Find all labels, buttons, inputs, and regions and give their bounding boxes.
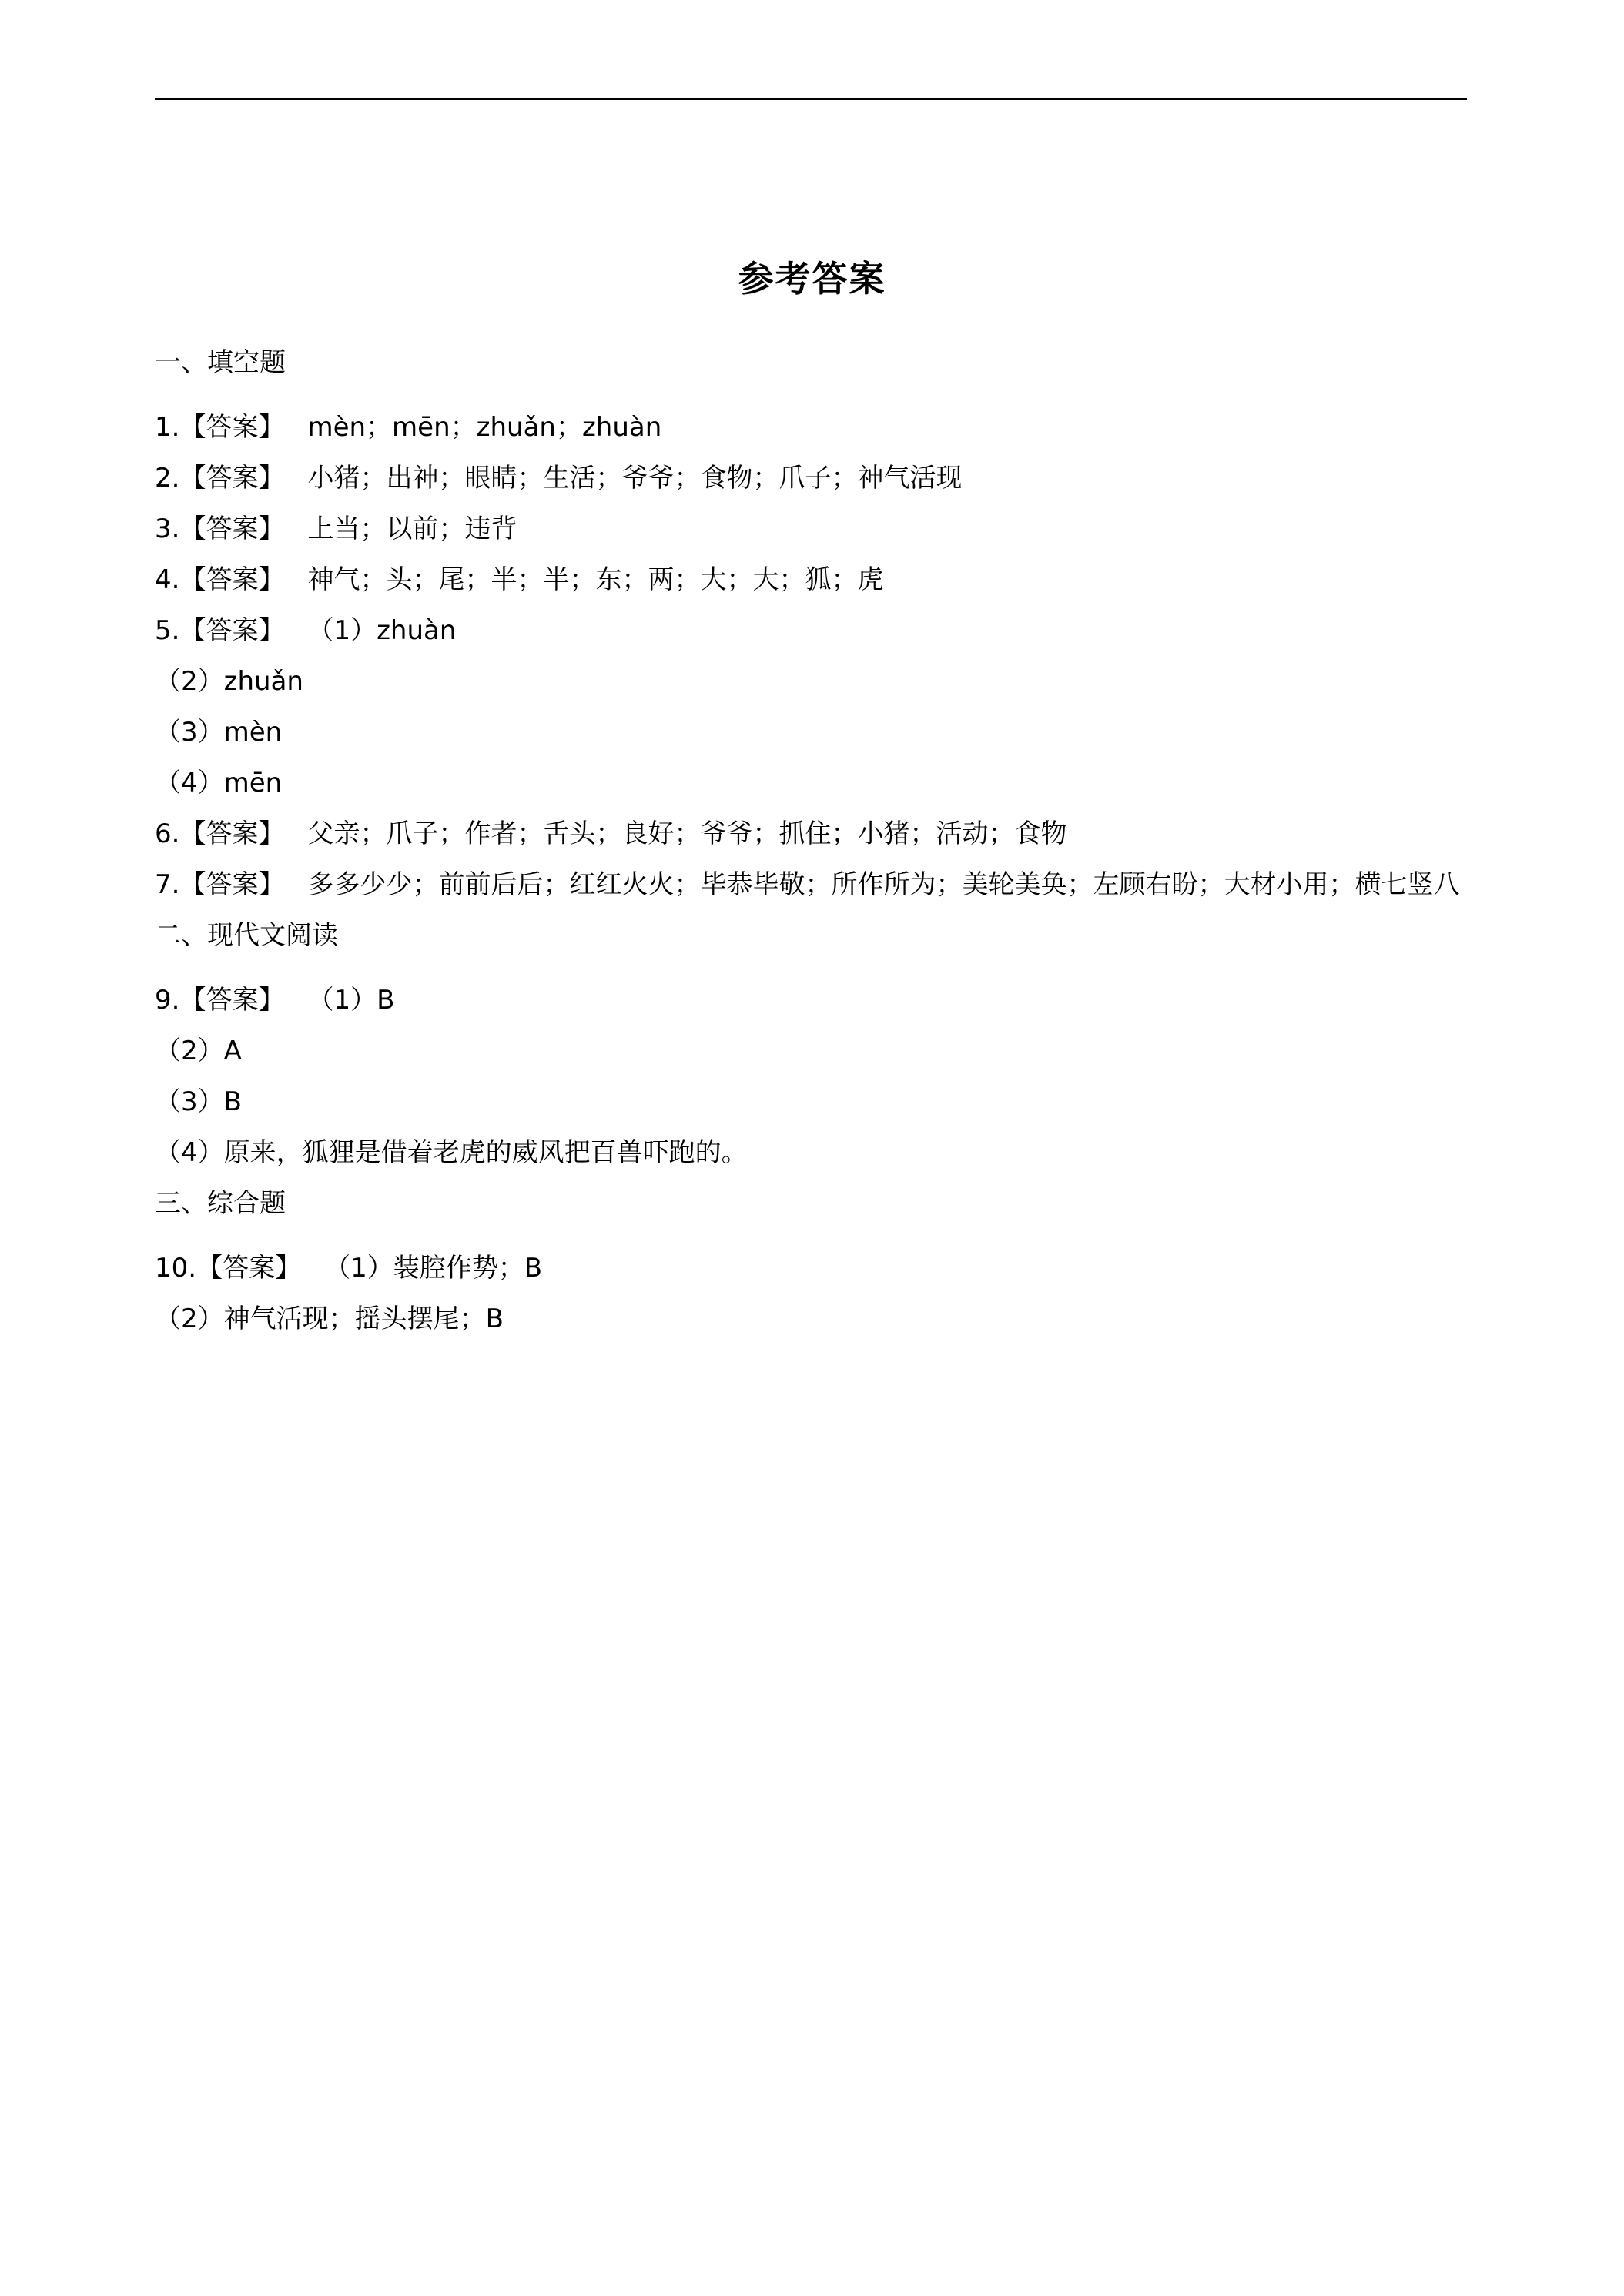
answer-text: （1）B [307,985,395,1016]
answer-tag: 【答案】 [179,412,285,443]
answer-text: （1）zhuàn [307,615,457,646]
answer-text: 多多少少；前前后后；红红火火；毕恭毕敬；所作所为；美轮美奂；左顾右盼；大材小用；横七竖八 [307,869,1460,900]
answer-number: 4. [155,564,180,595]
answer-line [155,1243,1468,1294]
answer-number: 6. [155,818,180,849]
answer-content [155,337,1468,1344]
answer-tag: 【答案】 [179,615,285,646]
answer-text: 神气；头；尾；半；半；东；两；大；大；狐；虎 [307,564,884,595]
answer-number: 2. [155,463,180,494]
answer-subline: （4）mēn [155,768,283,798]
answer-number: 7. [155,869,180,900]
answer-text: 上当；以前；违背 [307,514,517,544]
answer-line [155,554,1468,605]
section-heading: 一、填空题 [155,347,286,378]
answer-subline: （2）A [155,1036,242,1066]
answer-tag: 【答案】 [179,514,285,544]
answer-number: 10. [155,1253,197,1284]
answer-line [155,402,1468,453]
answer-number: 5. [155,615,180,646]
answer-tag: 【答案】 [179,869,285,900]
answer-tag: 【答案】 [179,564,285,595]
header-rule [155,98,1467,100]
page-title: 参考答案 [738,258,886,300]
answer-text: 父亲；爪子；作者；舌头；良好；爷爷；抓住；小猪；活动；食物 [307,818,1067,849]
answer-line [155,975,1468,1026]
answer-subline: （2）zhuǎn [155,666,303,697]
answer-text: 小猪；出神；眼睛；生活；爷爷；食物；爪子；神气活现 [307,463,963,494]
answer-subline: （3）B [155,1086,242,1117]
answer-number: 9. [155,985,180,1016]
answer-number: 3. [155,514,180,544]
answer-line [155,504,1468,554]
answer-tag: 【答案】 [179,985,285,1016]
section-heading: 二、现代文阅读 [155,920,338,951]
answer-line [155,808,1468,859]
answer-tag: 【答案】 [196,1253,302,1284]
answer-tag: 【答案】 [179,818,285,849]
answer-subline: （4）原来，狐狸是借着老虎的威风把百兽吓跑的。 [155,1137,748,1168]
answer-subline: （3）mèn [155,717,283,748]
answer-text: （1）装腔作势；B [324,1253,543,1284]
answer-text: mèn；mēn；zhuǎn；zhuàn [307,412,662,443]
answer-subline: （2）神气活现；摇头摆尾；B [155,1304,504,1334]
answer-line [155,453,1468,504]
answer-line [155,859,1468,910]
section-heading: 三、综合题 [155,1188,286,1219]
answer-tag: 【答案】 [179,463,285,494]
answer-number: 1. [155,412,180,443]
answer-line [155,605,1468,656]
